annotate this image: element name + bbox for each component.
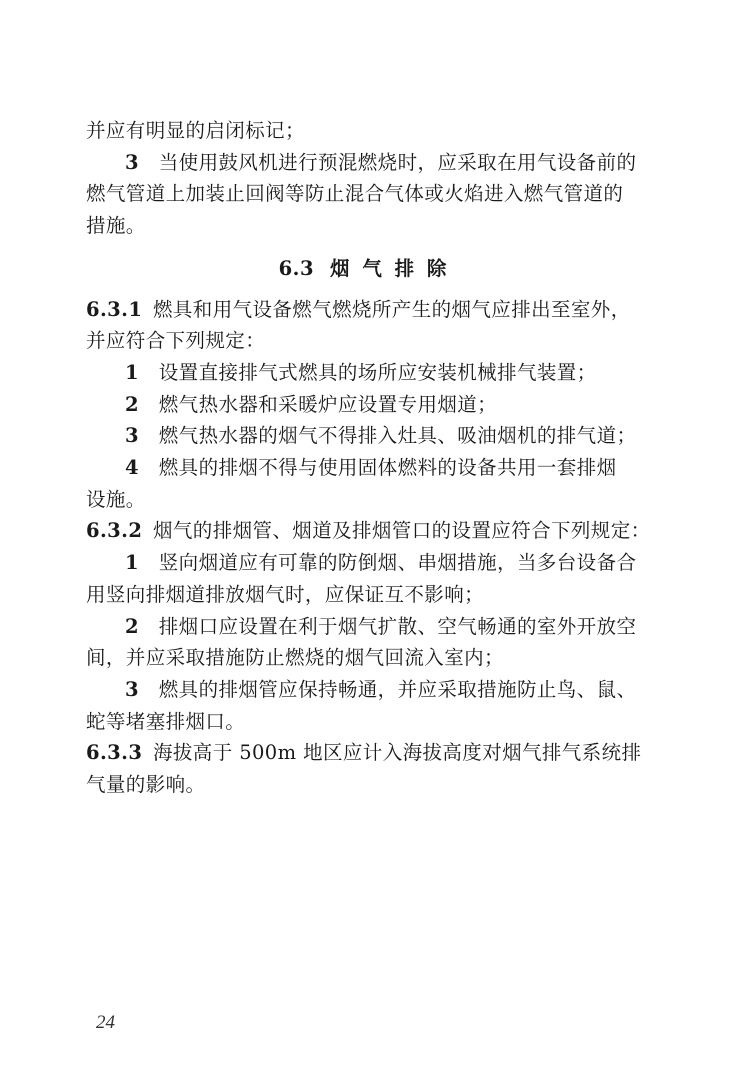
paragraph-line: 并应符合下列规定：: [86, 329, 266, 353]
list-item: [86, 611, 642, 643]
item-text: 燃气热水器的烟气不得排入灶具、吸油烟机的排气道；: [158, 424, 637, 448]
paragraph-line: 设施。: [86, 487, 146, 511]
item-number: 3: [125, 150, 139, 174]
paragraph-line: 蛇等堵塞排烟口。: [86, 709, 246, 733]
item-number: 1: [125, 360, 139, 384]
clause-number: 6.3.1: [86, 297, 143, 321]
item-text: 燃具的排烟管应保持畅通，并应采取措施防止鸟、鼠、: [158, 677, 637, 701]
clause-number: 6.3.2: [86, 519, 143, 543]
list-item: [86, 420, 642, 452]
paragraph-line: 间，并应采取措施防止燃烧的烟气回流入室内；: [86, 646, 504, 670]
item-number: 2: [125, 614, 139, 638]
paragraph-line: 措施。: [86, 214, 146, 238]
list-item: [86, 674, 642, 706]
paragraph-line: 气量的影响。: [86, 773, 206, 797]
clause-6-3-2: [86, 515, 651, 547]
list-item: [86, 452, 642, 484]
clause-text: 燃具和用气设备燃气燃烧所产生的烟气应排出至室外，: [153, 297, 631, 321]
item-number: 3: [125, 677, 139, 701]
list-item: [86, 547, 642, 579]
paragraph-line: 燃气管道上加装止回阀等防止混合气体或火焰进入燃气管道的: [86, 182, 624, 206]
section-heading: [86, 253, 642, 285]
list-item: [86, 357, 642, 389]
item-text: 当使用鼓风机进行预混燃烧时，应采取在用气设备前的: [158, 150, 637, 174]
item-text: 燃具的排烟不得与使用固体燃料的设备共用一套排烟: [158, 456, 617, 480]
clause-text: 烟气的排烟管、烟道及排烟管口的设置应符合下列规定：: [153, 519, 651, 543]
clause-number: 6.3.3: [86, 741, 143, 765]
document-body: [86, 115, 651, 801]
clause-text: 海拔高于 500m 地区应计入海拔高度对烟气排气系统排: [153, 741, 642, 765]
item-number: 1: [125, 551, 139, 575]
paragraph-line: 用竖向排烟道排放烟气时，应保证互不影响；: [86, 582, 485, 606]
item-text: 设置直接排气式燃具的场所应安装机械排气装置；: [158, 360, 597, 384]
clause-6-3-3: [86, 737, 642, 769]
item-text: 燃气热水器和采暖炉应设置专用烟道；: [158, 392, 498, 416]
list-item: [86, 389, 642, 421]
page-number: 24: [96, 1012, 115, 1033]
list-item: [86, 147, 642, 179]
item-text: 排烟口应设置在利于烟气扩散、空气畅通的室外开放空: [158, 614, 637, 638]
item-number: 3: [125, 424, 139, 448]
item-number: 4: [125, 456, 139, 480]
clause-6-3-1: [86, 294, 642, 326]
item-number: 2: [125, 392, 139, 416]
paragraph-line: 并应有明显的启闭标记；: [86, 119, 305, 142]
section-number: 6.3: [278, 256, 315, 280]
item-text: 竖向烟道应有可靠的防倒烟、串烟措施，当多台设备合: [158, 551, 637, 575]
section-title: 烟 气 排 除: [330, 256, 450, 280]
